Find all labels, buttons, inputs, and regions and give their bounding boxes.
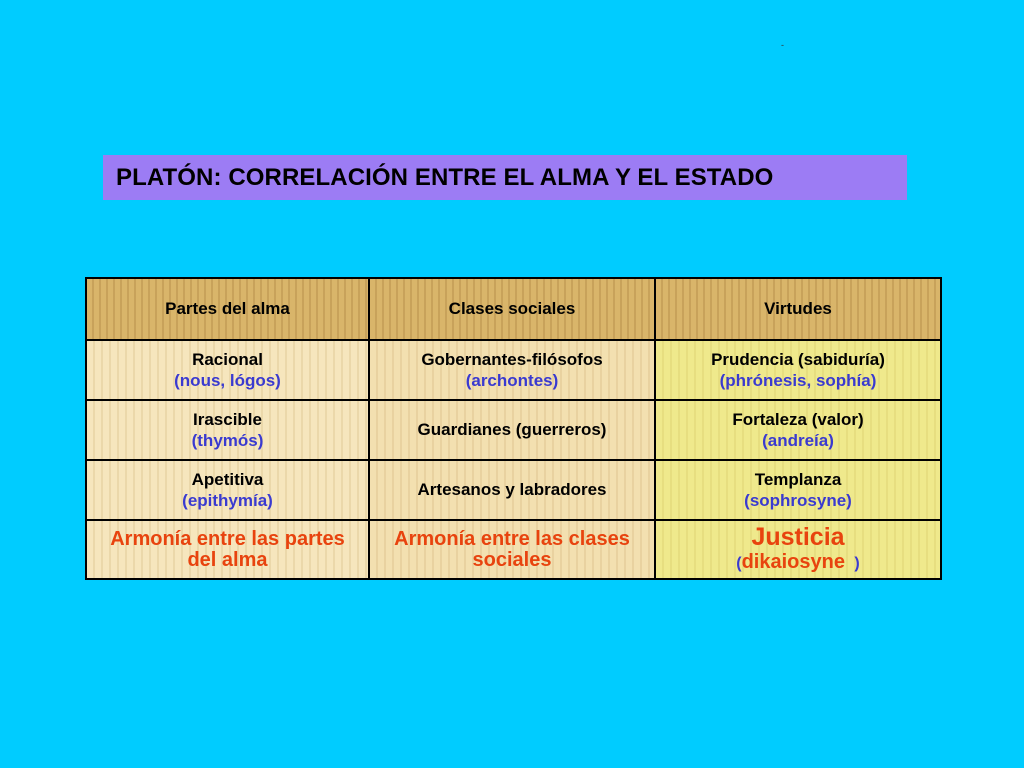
summary-text: Armonía entre las partes (110, 527, 345, 550)
cell-clase-artesanos (369, 460, 655, 520)
header-clases-sociales: Clases sociales (369, 278, 655, 340)
cell-sub-text: (nous, lógos) (174, 371, 281, 390)
cell-sub-text: (thymós) (191, 431, 264, 450)
cell-virtud-fortaleza (655, 400, 941, 460)
justicia-text: Justicia (751, 522, 845, 551)
summary-text: del alma (187, 548, 268, 571)
cell-main-text: Templanza (754, 469, 842, 489)
cell-armonia-alma (86, 520, 369, 579)
cell-virtud-prudencia (655, 340, 941, 400)
cell-clase-guardianes (369, 400, 655, 460)
cell-sub-text: (andreía) (762, 431, 834, 450)
cell-sub-text: (epithymía) (182, 491, 273, 510)
dikaiosyne-text: dikaiosyne (741, 550, 845, 573)
cell-alma-irascible (86, 400, 369, 460)
cell-justicia (655, 520, 941, 579)
title-box (103, 155, 907, 200)
cell-sub-text: (sophrosyne) (744, 491, 852, 510)
correlation-table (85, 277, 942, 580)
cell-clase-gobernantes (369, 340, 655, 400)
cell-sub-text: (archontes) (465, 371, 559, 390)
open-paren: ( (736, 554, 742, 572)
close-paren: ) (854, 554, 860, 572)
cell-main-text: Fortaleza (valor) (732, 409, 864, 429)
cell-main-text: Guardianes (guerreros) (417, 420, 607, 440)
cell-main-text: Apetitiva (191, 469, 264, 489)
header-partes-del-alma: Partes del alma (86, 278, 369, 340)
cell-main-text: Gobernantes-filósofos (421, 349, 603, 369)
slide-title: PLATÓN: CORRELACIÓN ENTRE EL ALMA Y EL ESTADO (116, 163, 774, 191)
cell-alma-racional (86, 340, 369, 400)
cell-alma-apetitiva (86, 460, 369, 520)
cell-virtud-templanza (655, 460, 941, 520)
cell-main-text: Artesanos y labradores (417, 480, 607, 500)
table-summary-row (86, 520, 941, 579)
table-row (86, 340, 941, 400)
table-row (86, 460, 941, 520)
dikaiosyne-line (660, 550, 936, 575)
summary-text: Armonía entre las clases (394, 527, 630, 550)
table-header-row (86, 278, 941, 340)
corner-mark: - (781, 40, 784, 50)
cell-main-text: Prudencia (sabiduría) (711, 349, 885, 369)
cell-armonia-clases (369, 520, 655, 579)
cell-main-text: Racional (192, 349, 263, 369)
header-virtudes: Virtudes (655, 278, 941, 340)
summary-text: sociales (472, 548, 552, 571)
cell-sub-text: (phrónesis, sophía) (719, 371, 877, 390)
table-row (86, 400, 941, 460)
cell-main-text: Irascible (193, 409, 262, 429)
